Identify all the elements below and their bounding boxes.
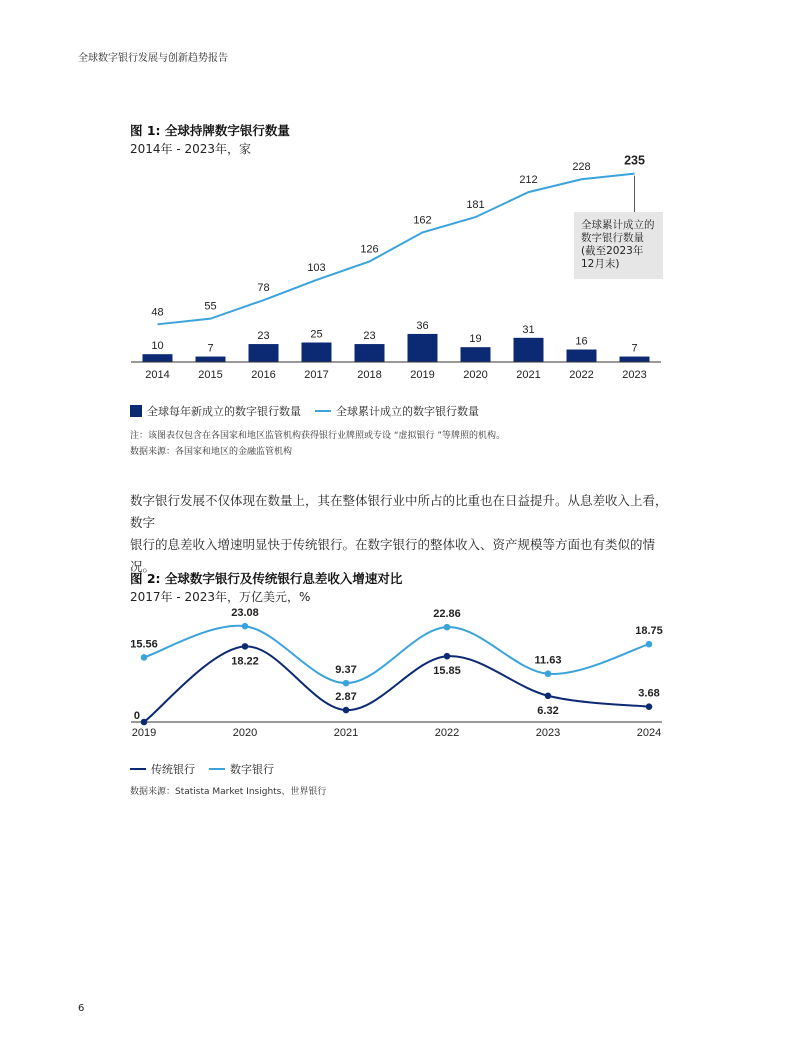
point-value-label: 3.68: [638, 687, 660, 700]
x-tick-label: 2021: [516, 369, 541, 381]
figure2-subtitle: 2017年 - 2023年，万亿美元，%: [130, 590, 311, 604]
bar-2020: [461, 347, 491, 362]
line-value-label: 212: [519, 174, 538, 187]
line-swatch: [315, 410, 331, 412]
line-value-label: 126: [360, 243, 379, 256]
figure2-chart: [0, 600, 793, 750]
paragraph-line: 数字银行发展不仅体现在数量上，其在整体银行业中所占的比重也在日益提升。从息差收入上看，数字: [130, 493, 668, 530]
traditional-point: [343, 707, 350, 714]
bar-value-label: 10: [151, 340, 164, 353]
x-tick-label: 2015: [198, 369, 223, 381]
line-swatch: [130, 768, 146, 770]
traditional-point: [646, 703, 653, 710]
bar-2021: [514, 338, 544, 362]
digital-point: [343, 680, 350, 687]
line-value-label: 103: [307, 261, 326, 274]
traditional-point: [242, 643, 249, 650]
point-value-label: 18.22: [231, 655, 259, 668]
bar-value-label: 16: [575, 335, 588, 348]
x-tick-label: 2016: [251, 369, 276, 381]
point-value-label: 22.86: [433, 608, 461, 621]
line-value-label: 235: [624, 153, 645, 168]
page-number: 6: [78, 1003, 85, 1014]
point-value-label: 15.56: [130, 638, 158, 651]
point-value-label: 18.75: [635, 625, 663, 638]
point-value-label: 0: [133, 710, 140, 722]
traditional-point: [444, 653, 451, 660]
line-value-label: 55: [204, 300, 217, 313]
bar-value-label: 36: [416, 319, 429, 332]
x-tick-label: 2022: [434, 727, 460, 739]
callout-line: 数字银行数量: [581, 232, 644, 244]
bar-value-label: 23: [257, 330, 270, 343]
legend-item-digital: [209, 761, 274, 777]
bar-value-label: 31: [522, 323, 535, 336]
digital-point: [444, 624, 451, 631]
legend-label: 全球累计成立的数字银行数量: [336, 405, 479, 418]
line-swatch: [209, 768, 225, 770]
figure2-legend: [130, 761, 288, 777]
x-tick-label: 2022: [569, 369, 594, 381]
bar-2015: [196, 357, 226, 362]
bar-swatch: [130, 405, 142, 417]
figure1-title: 图 1: 全球持牌数字银行数量: [130, 123, 290, 138]
bar-2019: [408, 334, 438, 362]
figure1-callout: [574, 212, 663, 279]
figure1-chart: [0, 0, 793, 400]
figure2-title: 图 2: 全球数字银行及传统银行息差收入增速对比: [130, 571, 403, 586]
bar-2018: [355, 344, 385, 362]
bar-value-label: 19: [469, 333, 482, 346]
figure2-source: 数据来源：Statista Market Insights、世界银行: [130, 787, 327, 797]
x-tick-label: 2019: [410, 369, 435, 381]
legend-label: 数字银行: [230, 763, 274, 776]
callout-line: 12月末): [581, 258, 620, 270]
legend-item-bars: [130, 403, 301, 419]
point-value-label: 23.08: [231, 607, 259, 620]
digital-point: [242, 623, 249, 630]
point-value-label: 15.85: [433, 665, 461, 678]
digital-point: [545, 670, 552, 677]
paragraph-line: 银行的息差收入增速明显快于传统银行。在数字银行的整体收入、资产规模等方面也有类似的情况。: [130, 537, 656, 574]
x-tick-label: 2024: [636, 727, 662, 739]
x-tick-label: 2019: [131, 727, 157, 739]
line-value-label: 162: [413, 214, 432, 227]
bar-value-label: 25: [310, 328, 323, 341]
line-value-label: 181: [466, 199, 485, 212]
bar-value-label: 7: [207, 342, 214, 355]
legend-item-line: [315, 403, 479, 419]
legend-item-traditional: [130, 761, 195, 777]
x-tick-label: 2021: [333, 727, 359, 739]
callout-line: 全球累计成立的: [581, 219, 655, 231]
figure1-note: 注：该图表仅包含在各国家和地区监管机构获得银行业牌照或专设 “虚拟银行 ”等牌照的机构。: [130, 431, 506, 441]
traditional-bank-line: [144, 646, 649, 722]
x-tick-label: 2014: [145, 369, 170, 381]
report-header: 全球数字银行发展与创新趋势报告: [78, 53, 228, 64]
bar-2022: [567, 350, 597, 362]
digital-point: [141, 654, 148, 661]
figure1-source: 数据来源：各国家和地区的金融监管机构: [130, 447, 293, 457]
traditional-point: [141, 719, 148, 726]
line-value-label: 78: [257, 282, 270, 295]
x-tick-label: 2020: [232, 727, 258, 739]
callout-line: (截至2023年: [581, 245, 644, 257]
point-value-label: 2.87: [335, 691, 357, 704]
bar-value-label: 7: [631, 342, 638, 355]
traditional-point: [545, 692, 552, 699]
x-tick-label: 2020: [463, 369, 488, 381]
digital-point: [646, 641, 653, 648]
point-value-label: 9.37: [335, 664, 357, 677]
figure1-legend: [130, 403, 493, 419]
legend-label: 传统银行: [151, 763, 195, 776]
x-tick-label: 2017: [304, 369, 329, 381]
bar-2017: [302, 343, 332, 363]
cumulative-line: [158, 174, 635, 325]
digital-bank-line: [144, 626, 649, 683]
point-value-label: 6.32: [537, 704, 559, 717]
x-tick-label: 2023: [535, 727, 561, 739]
legend-label: 全球每年新成立的数字银行数量: [147, 405, 301, 418]
line-value-label: 48: [151, 306, 164, 319]
point-value-label: 11.63: [534, 654, 562, 667]
bar-2014: [143, 354, 173, 362]
bar-2016: [249, 344, 279, 362]
body-paragraph: [130, 490, 675, 578]
x-tick-label: 2023: [622, 369, 647, 381]
bar-2023: [620, 357, 650, 362]
x-tick-label: 2018: [357, 369, 382, 381]
line-value-label: 228: [572, 161, 591, 174]
figure1-subtitle: 2014年 - 2023年，家: [130, 142, 252, 156]
bar-value-label: 23: [363, 330, 376, 343]
